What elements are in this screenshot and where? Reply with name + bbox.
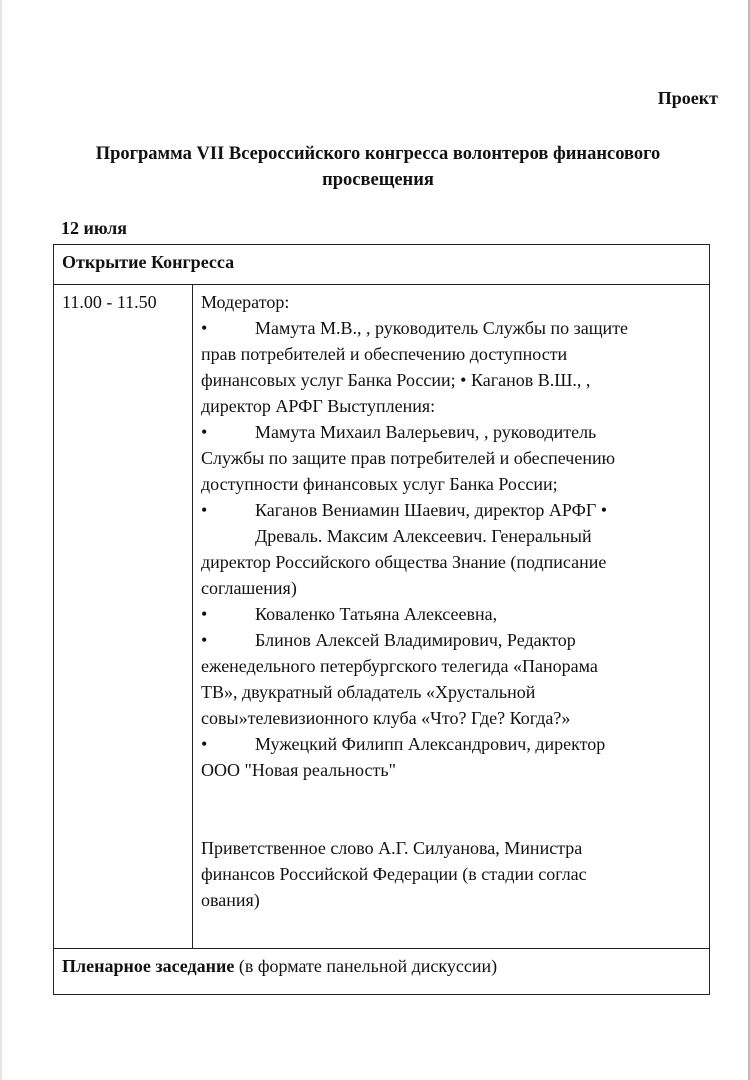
content-line: Древаль. Максим Алексеевич. Генеральный (255, 526, 592, 546)
program-table (53, 244, 710, 995)
bullet-icon: • (201, 500, 208, 520)
session-content-cell (193, 285, 710, 949)
page-edge-left (0, 0, 2, 1080)
content-line: Службы по защите прав потребителей и обеспечению (201, 448, 616, 468)
list-item (201, 315, 699, 341)
list-item (201, 627, 699, 653)
document-title (40, 141, 716, 193)
time-cell (54, 285, 193, 949)
list-item-text: Мамута Михаил Валерьевич, , руководитель (255, 422, 597, 442)
moderator-label: Модератор: (201, 292, 290, 312)
content-line: прав потребителей и обеспечению доступности (201, 344, 568, 364)
bullet-icon: • (201, 604, 208, 624)
bullet-icon: • (201, 422, 208, 442)
content-line: ООО "Новая реальность" (201, 760, 396, 780)
section-row (54, 245, 710, 285)
bullet-icon: • (201, 318, 208, 338)
document-title-line-2: просвещения (322, 170, 434, 190)
session-time: 11.00 - 11.50 (62, 292, 157, 312)
greeting-line: ования) (201, 890, 260, 910)
session-row (54, 285, 710, 949)
bullet-icon: • (201, 630, 208, 650)
content-line: еженедельного петербургского телегида «Панорама (201, 656, 598, 676)
section-header-cell (54, 245, 710, 285)
content-line: совы»телевизионного клуба «Что? Где? Когда?» (201, 708, 571, 728)
content-line: финансовых услуг Банка России; • Каганов В.Ш., , (201, 370, 591, 390)
content-line: директор АРФГ Выступления: (201, 396, 436, 416)
list-item (201, 731, 699, 757)
document-title-line-1: Программа VII Всероссийского конгресса волонтеров финансового (95, 144, 661, 164)
plenary-format: (в формате панельной дискуссии) (234, 956, 498, 976)
blank-space (201, 783, 699, 835)
list-item-text: Блинов Алексей Владимирович, Редактор (255, 630, 576, 650)
greeting-line: финансов Российской Федерации (в стадии соглас (201, 864, 587, 884)
plenary-title: Пленарное заседание (62, 956, 235, 976)
list-item-text: Коваленко Татьяна Алексеевна, (255, 604, 498, 624)
draft-label: Проект (657, 88, 718, 108)
list-item-text: Мужецкий Филипп Александрович, директор (255, 734, 606, 754)
plenary-row (54, 949, 710, 995)
content-line: ТВ», двукратный обладатель «Хрустальной (201, 682, 536, 702)
list-item-text: Каганов Вениамин Шаевич, директор АРФГ • (255, 500, 608, 520)
plenary-cell (54, 949, 710, 995)
list-item (201, 497, 699, 523)
content-line: директор Российского общества Знание (подписание (201, 552, 607, 572)
content-line: доступности финансовых услуг Банка России; (201, 474, 558, 494)
list-item-text: Мамута М.В., , руководитель Службы по защите (255, 318, 629, 338)
date-label: 12 июля (61, 218, 128, 238)
section-title: Открытие Конгресса (62, 252, 235, 272)
content-line: соглашения) (201, 578, 297, 598)
greeting-line: Приветственное слово А.Г. Силуанова, Министра (201, 838, 583, 858)
bullet-icon: • (201, 734, 208, 754)
list-item (201, 419, 699, 445)
list-item (201, 601, 699, 627)
